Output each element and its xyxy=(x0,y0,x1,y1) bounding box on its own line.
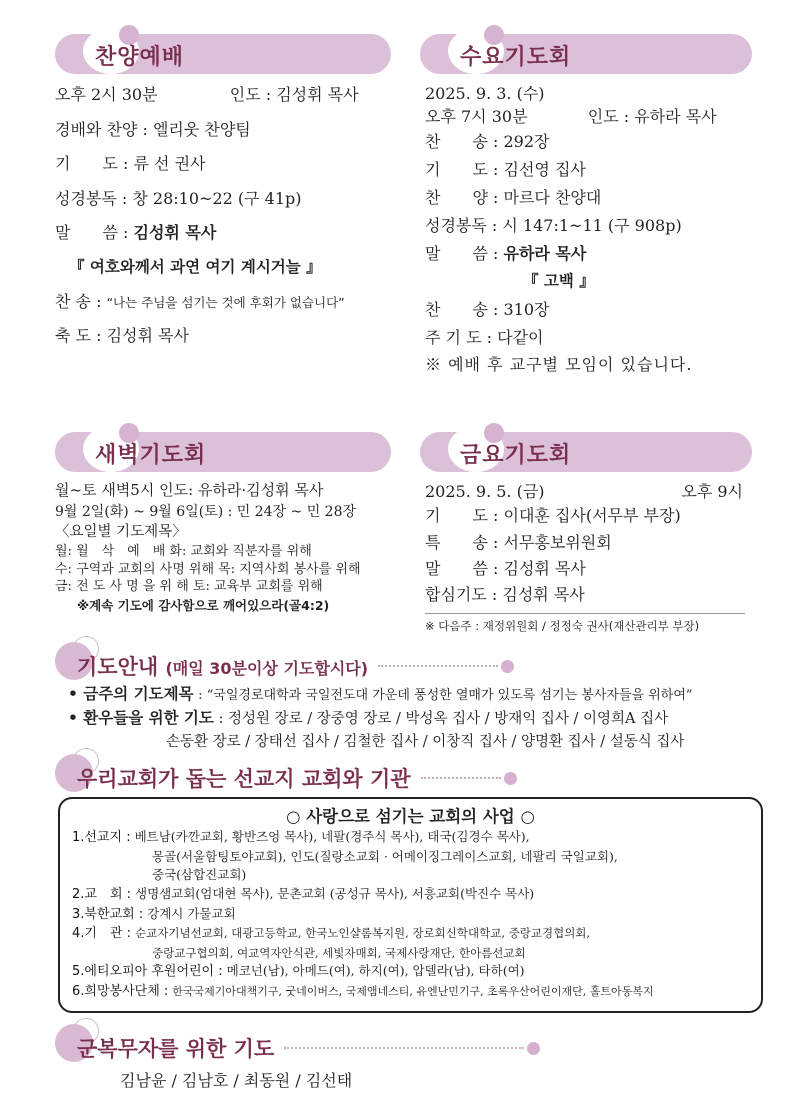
dawn-topic-1: 월: 월 삭 예 배 화: 교회와 직분자를 위해 xyxy=(55,544,312,560)
dawn-prayer-header xyxy=(55,432,391,472)
wednesday-time-row xyxy=(425,105,765,128)
praise-label: 경배와 찬양 xyxy=(55,119,138,139)
sermon-label: 말 씀 xyxy=(425,558,488,578)
sunday-prayer-row: 기 도 : 류 선 권사 xyxy=(55,154,206,174)
friday-date-row xyxy=(425,480,743,503)
friday-prayer-header xyxy=(420,432,752,472)
wednesday-hymn1-row: 찬 송 : 292장 xyxy=(425,132,550,152)
hymn2-value: 310장 xyxy=(503,299,550,319)
prayer-guide-title-main: 기도안내 xyxy=(77,655,159,679)
choir-label: 찬 양 xyxy=(425,188,488,208)
prayer-value: 류 선 권사 xyxy=(133,154,206,174)
end-dot-icon xyxy=(501,660,514,673)
dawn-line2: 9월 2일(화) ~ 9월 6일(토) : 민 24장 ~ 민 28장 xyxy=(55,503,357,520)
special-value: 서무홍보위원회 xyxy=(503,532,612,552)
sunday-worship-section xyxy=(55,34,395,349)
prayer-guide-header xyxy=(55,648,767,684)
prayer-label: 기 도 xyxy=(425,160,488,180)
prayer-guide-subtitle: (매일 30분이상 기도합시다) xyxy=(165,659,369,678)
mission-value: 메코넌(남), 아메드(여), 하지(여), 압델라(남), 타하(여) xyxy=(226,963,525,979)
mission-value: 몽골(서울함팅토야교회), 인도(질랑소교회 · 어메이징그레이스교회, 네팔리 국일교회), xyxy=(152,848,618,864)
sunday-benediction-row: 축 도 : 김성휘 목사 xyxy=(55,326,189,346)
benediction-value: 김성휘 목사 xyxy=(106,326,189,346)
military-header xyxy=(55,1030,575,1066)
dawn-topic-2: 수: 구역과 교회의 사명 위해 목: 지역사회 봉사를 위해 xyxy=(55,561,361,577)
prayer-value: 김선영 집사 xyxy=(503,160,586,180)
mission-value: 베트남(카깐교회, 황반즈엉 목사), 네팔(경주식 목사), 태국(김경수 목사), xyxy=(134,829,530,844)
reading-label: 성경봉독 xyxy=(425,216,487,236)
wednesday-time: 오후 7시 30분 xyxy=(425,107,528,127)
sunday-leader: 인도 : 김성휘 목사 xyxy=(229,85,359,104)
missions-box xyxy=(58,797,763,1013)
wednesday-sermon-title: 『 고백 』 xyxy=(523,272,595,291)
hymn1-value: 292장 xyxy=(503,132,550,152)
friday-prayer-row: 기 도 : 이대훈 집사(서무부 부장) xyxy=(425,506,681,526)
end-dot-icon xyxy=(527,1042,540,1055)
dawn-prayer-section xyxy=(55,432,395,616)
benediction-label: 축 도 xyxy=(55,326,91,346)
mission-row xyxy=(72,848,749,867)
mission-key: 6.희망봉사단체 : xyxy=(72,983,169,999)
friday-prayer-title: 금요기도회 xyxy=(460,443,572,468)
hymn1-label: 찬 송 xyxy=(425,132,488,152)
dawn-topics-header: 〈요일별 기도제목〉 xyxy=(55,524,187,541)
friday-date: 2025. 9. 5. (금) xyxy=(425,482,545,501)
mission-row xyxy=(72,885,749,905)
wednesday-prayer-row: 기 도 : 김선영 집사 xyxy=(425,160,586,180)
sick-prayer-line2: 손동환 장로 / 장태선 집사 / 김철한 집사 / 이창직 집사 / 양명환 집사 / 설동식 집사 xyxy=(166,733,685,750)
mission-row xyxy=(72,982,749,1002)
dotted-leader xyxy=(378,665,498,667)
mission-value: 생명샘교회(엄대현 목사), 문촌교회 (공성규 목사), 서흥교회(박진수 목사) xyxy=(135,886,535,901)
sunday-worship-title: 찬양예배 xyxy=(95,45,185,70)
missions-header xyxy=(55,760,767,796)
wednesday-notice: ※ 예배 후 교구별 모임이 있습니다. xyxy=(425,354,693,374)
mission-row xyxy=(72,905,749,925)
wednesday-lords-prayer-row: 주 기 도 : 다같이 xyxy=(425,327,544,347)
friday-special-row: 특 송 : 서무홍보위원회 xyxy=(425,532,612,552)
prayer-guide-title xyxy=(77,651,368,681)
sunday-worship-header xyxy=(55,34,391,74)
prayer-value: 이대훈 집사(서무부 부장) xyxy=(503,506,681,526)
special-label: 특 송 xyxy=(425,532,488,552)
sunday-praise-row: 경배와 찬양 : 엘리웃 찬양팀 xyxy=(55,119,251,139)
sick-prayer-row xyxy=(68,706,768,730)
hymn-value: “나는 주님을 섬기는 것에 후회가 없습니다” xyxy=(106,294,345,310)
military-title: 군복무자를 위한 기도 xyxy=(77,1037,275,1061)
friday-time: 오후 9시 xyxy=(681,482,743,501)
unison-label: 합심기도 xyxy=(425,585,487,605)
friday-sermon-row: 말 씀 : 김성휘 목사 xyxy=(425,558,586,578)
prayer-guide-body xyxy=(68,682,768,753)
dotted-leader xyxy=(421,777,501,779)
wednesday-leader: 인도 : 유하라 목사 xyxy=(587,107,717,127)
sick-prayer-key: • 환우들을 위한 기도 xyxy=(68,709,214,728)
prayer-label: 기 도 xyxy=(425,506,488,526)
wednesday-sermon-row: 말 씀 : 유하라 목사 xyxy=(425,244,587,264)
dawn-prayer-title: 새벽기도회 xyxy=(95,443,207,468)
military-names: 김남윤 / 김남호 / 최동원 / 김선태 xyxy=(120,1071,353,1090)
mission-row xyxy=(72,924,749,944)
mission-key: 1.선교지 : xyxy=(72,830,131,845)
mission-key: 4.기 관 : xyxy=(72,926,132,941)
prayer-label: 기 도 xyxy=(55,154,118,174)
weekly-topic-key: • 금주의 기도제목 xyxy=(68,685,194,703)
unison-value: 김성휘 목사 xyxy=(502,585,585,605)
missions-title: 우리교회가 돕는 선교지 교회와 기관 xyxy=(77,767,411,791)
dawn-topic-3: 금: 전 도 사 명 을 위 해 토: 교육부 교회를 위해 xyxy=(55,579,323,595)
missions-box-title: ○ 사랑으로 섬기는 교회의 사업 ○ xyxy=(286,807,535,826)
mission-row xyxy=(72,944,749,963)
sermon-value: 김성휘 목사 xyxy=(503,558,586,578)
sunday-hymn-row: 찬 송 : “나는 주님을 섬기는 것에 후회가 없습니다” xyxy=(55,291,345,311)
reading-label: 성경봉독 xyxy=(55,188,117,208)
mission-value: 순교자기념선교회, 대광고등학교, 한국노인샬롬복지원, 장로회신학대학교, 중랑교경협의회, xyxy=(135,926,591,940)
mission-row xyxy=(72,962,749,982)
mission-value: 강계시 가물교회 xyxy=(147,905,236,921)
sermon-value: 유하라 목사 xyxy=(503,244,587,264)
wednesday-prayer-header xyxy=(420,34,752,74)
wednesday-prayer-section xyxy=(425,34,765,377)
sermon-label: 말 씀 xyxy=(55,223,118,243)
sermon-value: 김성휘 목사 xyxy=(133,223,217,243)
lords-prayer-value: 다같이 xyxy=(497,327,544,347)
mission-key: 2.교 회 : xyxy=(72,887,132,902)
wednesday-reading-row: 성경봉독 : 시 147:1~11 (구 908p) xyxy=(425,216,682,236)
wednesday-date: 2025. 9. 3. (수) xyxy=(425,84,545,103)
hymn-label: 찬 송 xyxy=(55,291,91,311)
weekly-topic-value: : “국일경로대학과 국일전도대 가운데 풍성한 열매가 있도록 섬기는 봉사자들을 위하여” xyxy=(198,688,693,703)
sick-prayer-line1: : 정성원 장로 / 장중영 장로 / 박성옥 집사 / 방재익 집사 / 이영희A 집사 xyxy=(218,711,669,728)
sunday-sermon-title: 『 여호와께서 과연 여기 계시거늘 』 xyxy=(69,257,322,276)
wednesday-prayer-title: 수요기도회 xyxy=(460,45,572,70)
friday-next-week: ※ 다음주 : 재정위원회 / 정정숙 권사(재산관리부 부장) xyxy=(425,618,700,633)
mission-key: 5.에티오피아 후원어린이 : xyxy=(72,964,223,980)
mission-key: 3.북한교회 : xyxy=(72,906,144,922)
wednesday-choir-row: 찬 양 : 마르다 찬양대 xyxy=(425,188,602,208)
reading-value: 시 147:1~11 (구 908p) xyxy=(502,216,682,236)
praise-value: 엘리웃 찬양팀 xyxy=(152,119,251,139)
lords-prayer-label: 주 기 도 xyxy=(425,327,482,347)
mission-value: 중국(삼합진교회) xyxy=(152,867,247,883)
friday-unison-row: 합심기도 : 김성휘 목사 xyxy=(425,585,585,605)
dotted-leader xyxy=(284,1047,524,1049)
hymn2-label: 찬 송 xyxy=(425,299,488,319)
dawn-line1: 월~토 새벽5시 인도: 유하라·김성휘 목사 xyxy=(55,481,324,499)
sunday-reading-row: 성경봉독 : 창 28:10~22 (구 41p) xyxy=(55,188,302,208)
weekly-topic-row xyxy=(68,682,768,706)
sunday-sermon-row: 말 씀 : 김성휘 목사 xyxy=(55,223,217,243)
sunday-time-row xyxy=(55,82,395,108)
sunday-time: 오후 2시 30분 xyxy=(55,85,158,104)
mission-row xyxy=(72,828,749,848)
divider xyxy=(425,613,745,614)
choir-value: 마르다 찬양대 xyxy=(503,188,602,208)
mission-row xyxy=(72,866,749,885)
sermon-label: 말 씀 xyxy=(425,244,488,264)
dawn-verse: ※계속 기도에 감사함으로 깨어있으라(골4:2) xyxy=(77,597,330,613)
end-dot-icon xyxy=(504,772,517,785)
mission-value: 중랑교구협의회, 여교역자안식관, 세빛자매회, 국제사랑재단, 한아름선교회 xyxy=(152,945,526,960)
wednesday-hymn2-row: 찬 송 : 310장 xyxy=(425,299,550,319)
friday-prayer-section xyxy=(425,432,765,635)
reading-value: 창 28:10~22 (구 41p) xyxy=(132,188,302,208)
mission-value: 한국국제기아대책기구, 굿네이버스, 국제앰네스티, 유엔난민기구, 초록우산어린이재단, 홀트아동복지 xyxy=(172,984,654,998)
